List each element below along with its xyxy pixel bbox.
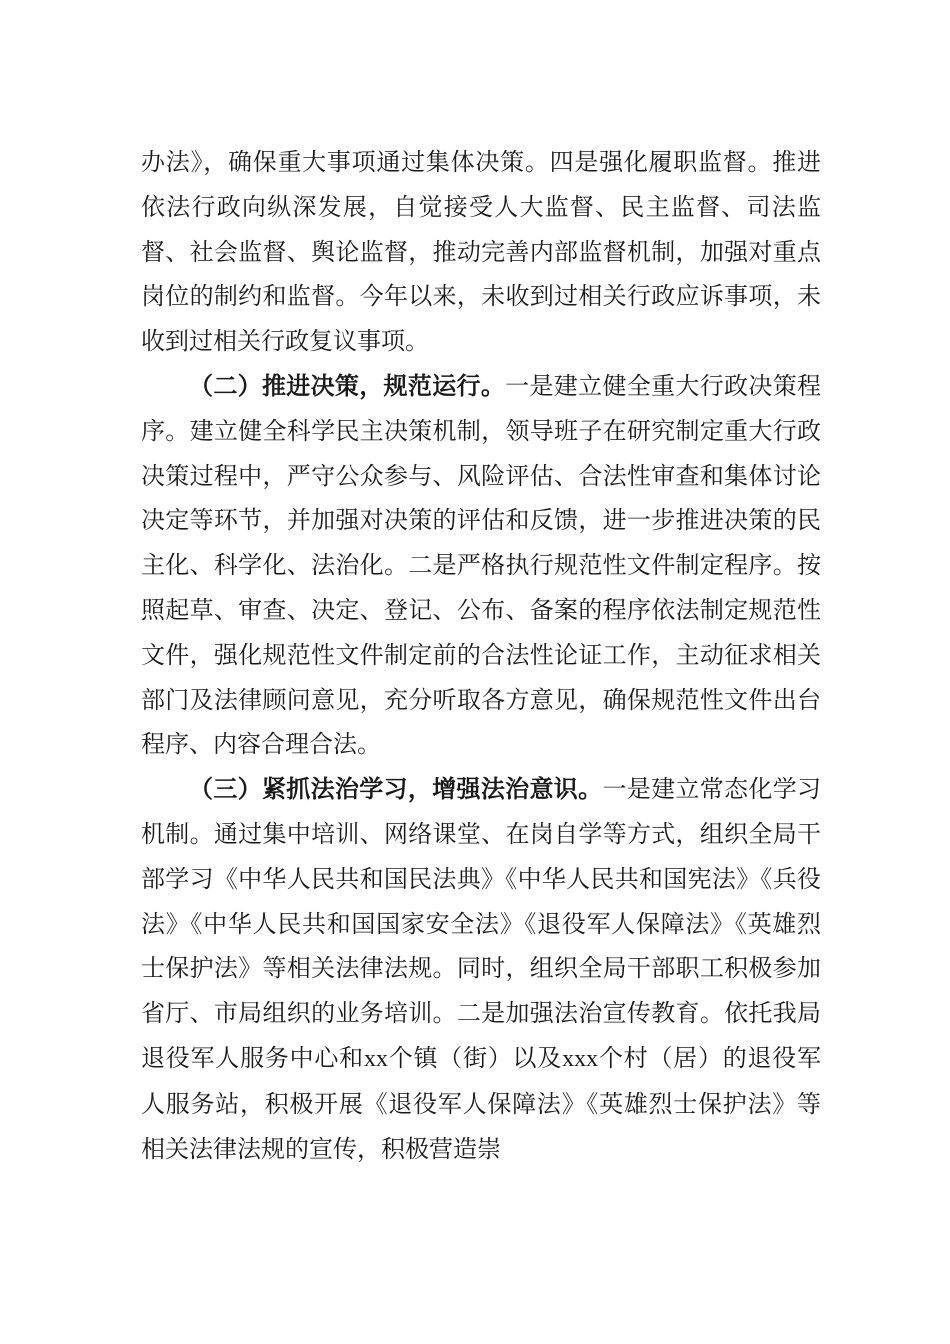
paragraph-section-2 bbox=[141, 364, 821, 767]
paragraph-section-3 bbox=[141, 767, 821, 1171]
section-heading-3: （三）紧抓法治学习，增强法治意识。 bbox=[189, 775, 603, 804]
paragraph-text: 一是建立常态化学习机制。通过集中培训、网络课堂、在岗自学等方式，组织全局干部学习《中华人民共和国民法典》《中华人民共和国宪法》《兵役法》《中华人民共和国国家安全法》《退役军人保障法》《英雄烈士保护法》等相关法律法规。同时，组织全局干部职工积极参加省厅、市局组织的业务培训。二是加强法治宣传教育。依托我局退役军人服务中心和 bbox=[141, 775, 822, 1072]
section-heading-2: （二）推进决策，规范运行。 bbox=[189, 371, 506, 400]
placeholder-count-towns: xx bbox=[363, 1045, 388, 1072]
paragraph-text: 办法》，确保重大事项通过集体决策。四是强化履职监督。推进依法行政向纵深发展，自觉接受人大监督、民主监督、司法监督、社会监督、舆论监督，推动完善内部监督机制，加强对重点岗位的制约和监督。今年以来，未收到过相关行政应诉事项，未收到过相关行政复议事项。 bbox=[141, 148, 821, 356]
paragraph-text: 个村（居）的退役军人服务站，积极开展《退役军人保障法》《英雄烈士保护法》等相关法律法规的宣传，积极营造崇 bbox=[141, 1043, 822, 1163]
paragraph-text: 一是建立健全重大行政决策程序。建立健全科学民主决策机制，领导班子在研究制定重大行政决策过程中，严守公众参与、风险评估、合法性审查和集体讨论决定等环节，并加强对决策的评估和反馈，进一步推进决策的民主化、科学化、法治化。二是严格执行规范性文件制定程序。按照起草、审查、决定、登记、公布、备案的程序依法制定规范性文件，强化规范性文件制定前的合法性论证工作，主动征求相关部门及法律顾问意见，充分听取各方意见，确保规范性文件出台程序、内容合理合法。 bbox=[141, 371, 822, 759]
placeholder-count-villages: xxx bbox=[562, 1045, 599, 1072]
paragraph-text: 个镇（街）以及 bbox=[387, 1043, 563, 1072]
document-body bbox=[141, 140, 821, 1171]
paragraph-continuation bbox=[141, 140, 821, 364]
